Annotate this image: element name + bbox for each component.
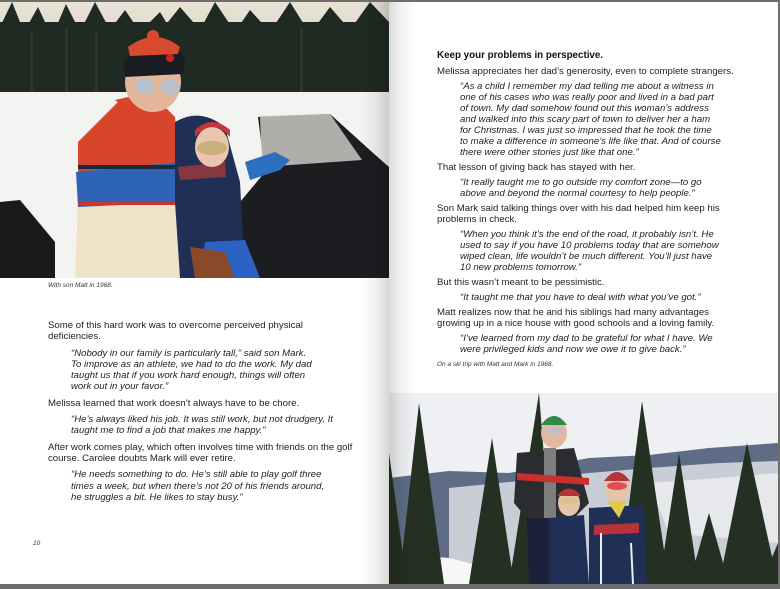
pull-quote: “As a child I remember my dad telling me about a witness in one of his cases who was really poor and lived in a bad part of town. My dad somehow found out this woman’s address and walked into this scary part of town to deliver her a ham for Christmas. I was just so impressed that he took the time to make a difference in someone’s life like that. And of course there were other stories just like that one.” [460, 81, 721, 158]
body-paragraph: After work comes play, which often involves time with friends on the golf course. Carolee doubts Mark will ever retire. [48, 441, 353, 464]
body-paragraph: That lesson of giving back has stayed with her. [437, 162, 636, 173]
left-page [0, 2, 389, 584]
pull-quote: “When you think it’s the end of the road, it probably isn’t. He used to say if you have 10 problems today that are somehow wiped clean, life wouldn’t be much different. You’ll just have 10 new problems tomorrow.” [460, 229, 719, 273]
body-paragraph: But this wasn’t meant to be pessimistic. [437, 277, 605, 288]
right-page [389, 2, 778, 584]
pull-quote: “Nobody in our family is particularly tall,” said son Mark. To improve as an athlete, we had to do the work. My dad taught us that if you work hard enough, things will often work out in your favor.” [71, 347, 312, 393]
pull-quote: “He needs something to do. He’s still able to play golf three times a week, but when there’s not 20 of his friends around, he struggles a bit. He likes to stay busy.” [71, 469, 325, 503]
snowmobile-photo-illustration [0, 2, 389, 278]
pull-quote: “It really taught me to go outside my comfort zone—to go above and beyond the normal courtesy to help people.” [460, 177, 702, 199]
section-heading: Keep your problems in perspective. [437, 50, 604, 61]
pull-quote: “It taught me that you have to deal with what you’ve got.” [460, 292, 701, 303]
photo-caption: On a ski trip with Matt and Mark in 1968. [437, 361, 554, 368]
body-paragraph: Matt realizes now that he and his siblings had many advantages growing up in a nice house with good schools and a loving family. [437, 307, 715, 329]
body-paragraph: Son Mark said talking things over with his dad helped him keep his problems in check. [437, 203, 720, 225]
photo-snowmobile [0, 2, 389, 278]
page-number: 10 [33, 540, 41, 547]
photo-caption: With son Matt in 1968. [48, 282, 113, 289]
body-paragraph: Melissa appreciates her dad’s generosity, even to complete strangers. [437, 66, 734, 77]
ski-trip-photo-illustration [389, 393, 778, 584]
body-paragraph: Melissa learned that work doesn’t always have to be chore. [48, 397, 300, 409]
photo-ski-trip [389, 393, 778, 584]
book-spread [0, 2, 778, 584]
body-paragraph: Some of this hard work was to overcome perceived physical deficiencies. [48, 320, 303, 343]
pull-quote: “I’ve learned from my dad to be grateful for what I have. We were privileged kids and now we owe it to give back.” [460, 333, 713, 355]
left-text-column [48, 320, 358, 508]
pull-quote: “He’s always liked his job. It was still work, but not drudgery. It taught me to find a job that makes me happy.” [71, 414, 333, 437]
right-text-column [437, 50, 759, 369]
